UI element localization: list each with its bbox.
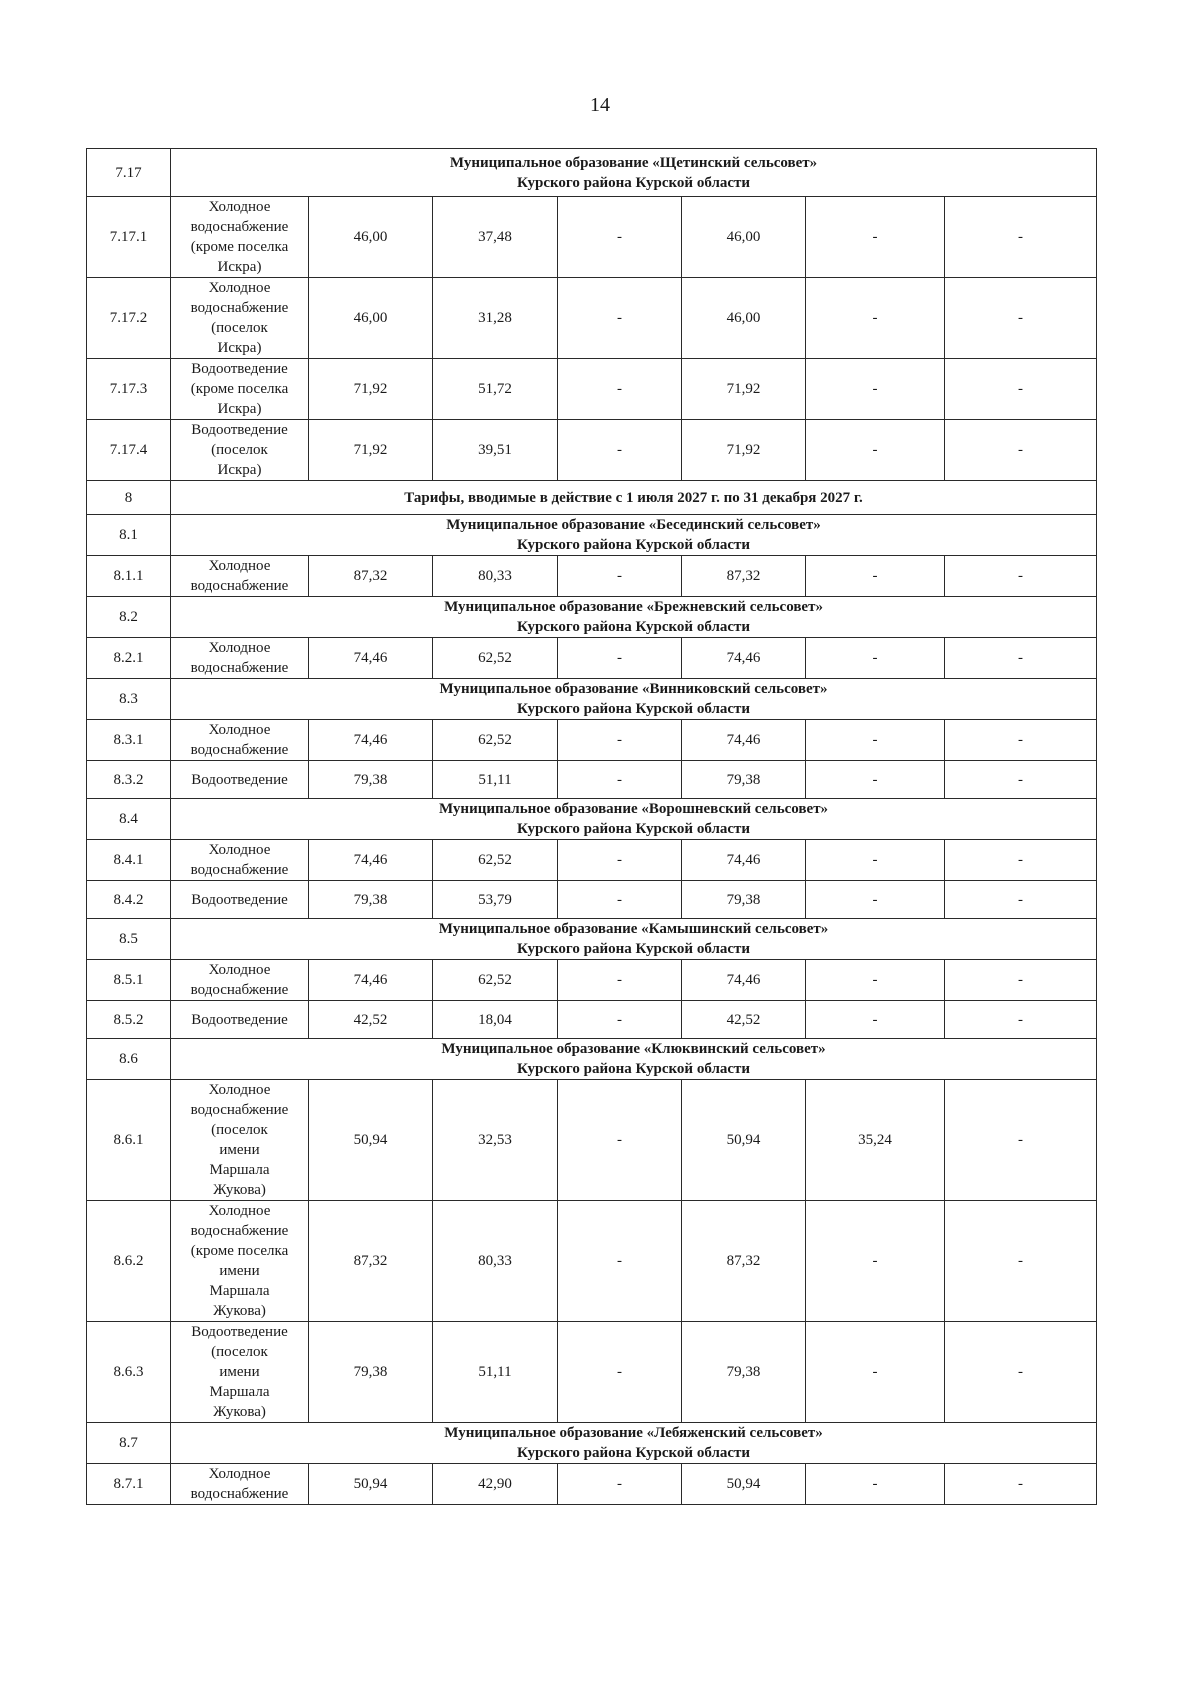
tariff-col-5: - (806, 420, 945, 481)
service-name (171, 278, 309, 359)
tariff-col-6: - (945, 1322, 1097, 1423)
service-name-line: имени (219, 1142, 260, 1158)
row-number: 8.5.1 (87, 960, 171, 1001)
tariff-col-2: 18,04 (433, 1001, 558, 1039)
tariff-col-3: - (558, 1464, 682, 1505)
tariff-col-6: - (945, 1080, 1097, 1201)
tariff-col-6: - (945, 720, 1097, 761)
service-name-line: Маршала (209, 1283, 270, 1299)
service-name (171, 960, 309, 1001)
tariff-col-2: 62,52 (433, 638, 558, 679)
tariff-col-5: - (806, 960, 945, 1001)
service-name-line: Водоотведение (191, 422, 288, 438)
section-title-line: Курского района Курской области (516, 821, 751, 837)
tariff-col-6: - (945, 359, 1097, 420)
table-row (87, 960, 1097, 1001)
service-name-line: Водоотведение (191, 361, 288, 377)
section-title-line: Муниципальное образование «Ворошневский сельсовет» (438, 801, 829, 817)
service-name-line: Водоотведение (191, 891, 288, 908)
tariff-col-5: - (806, 197, 945, 278)
section-title (171, 919, 1097, 960)
tariff-col-4: 71,92 (682, 420, 806, 481)
tariff-col-2: 62,52 (433, 720, 558, 761)
tariff-col-3: - (558, 881, 682, 919)
tariff-col-4: 50,94 (682, 1080, 806, 1201)
tariff-col-1: 74,46 (309, 960, 433, 1001)
service-name-line: Маршала (209, 1162, 270, 1178)
section-header-row (87, 679, 1097, 720)
tariff-col-2: 31,28 (433, 278, 558, 359)
service-name-line: Холодное (208, 558, 271, 574)
service-name-line: водоснабжение (190, 1102, 289, 1118)
section-header-row (87, 919, 1097, 960)
table-row (87, 1080, 1097, 1201)
service-name-line: Холодное (208, 1466, 271, 1482)
service-name-line: водоснабжение (190, 300, 289, 316)
tariff-col-2: 51,72 (433, 359, 558, 420)
tariff-col-3: - (558, 761, 682, 799)
tariff-col-3: - (558, 359, 682, 420)
row-number: 7.17.2 (87, 278, 171, 359)
tariff-col-5: - (806, 359, 945, 420)
service-name-line: Водоотведение (191, 1011, 288, 1028)
service-name-line: водоснабжение (190, 578, 289, 594)
tariff-col-5: - (806, 1201, 945, 1322)
service-name (171, 1322, 309, 1423)
service-name-line: Холодное (208, 640, 271, 656)
tariff-col-2: 51,11 (433, 761, 558, 799)
section-title-line: Муниципальное образование «Брежневский сельсовет» (444, 599, 823, 615)
row-number: 7.17 (87, 149, 171, 197)
tariff-col-2: 62,52 (433, 840, 558, 881)
tariff-col-4: 74,46 (682, 638, 806, 679)
tariff-col-6: - (945, 556, 1097, 597)
service-name-line: Искра) (217, 259, 262, 275)
section-title-line: Тарифы, вводимые в действие с 1 июля 2027 г. по 31 декабря 2027 г. (404, 489, 863, 506)
service-name-line: Холодное (208, 842, 271, 858)
section-title (171, 149, 1097, 197)
service-name-line: водоснабжение (190, 1223, 289, 1239)
tariff-col-5: 35,24 (806, 1080, 945, 1201)
row-number: 8.4 (87, 799, 171, 840)
tariff-col-1: 79,38 (309, 881, 433, 919)
row-number: 8.2.1 (87, 638, 171, 679)
service-name-line: Холодное (208, 962, 271, 978)
tariff-col-6: - (945, 1464, 1097, 1505)
tariff-table (86, 148, 1097, 1505)
service-name-line: Маршала (209, 1384, 270, 1400)
section-title-line: Курского района Курской области (516, 701, 751, 717)
tariff-col-6: - (945, 761, 1097, 799)
service-name (171, 881, 309, 919)
tariff-col-5: - (806, 881, 945, 919)
row-number: 8.6 (87, 1039, 171, 1080)
tariff-col-5: - (806, 638, 945, 679)
service-name (171, 1464, 309, 1505)
service-name-line: (поселок (211, 442, 268, 458)
section-title-line: Курского района Курской области (516, 537, 751, 553)
section-header-row (87, 149, 1097, 197)
section-title-line: Муниципальное образование «Бесединский сельсовет» (446, 517, 821, 533)
tariff-col-2: 62,52 (433, 960, 558, 1001)
tariff-col-5: - (806, 1322, 945, 1423)
section-title-line: Муниципальное образование «Винниковский сельсовет» (439, 681, 828, 697)
row-number: 8.4.1 (87, 840, 171, 881)
service-name-line: Холодное (208, 1203, 271, 1219)
tariff-col-1: 42,52 (309, 1001, 433, 1039)
tariff-col-2: 32,53 (433, 1080, 558, 1201)
service-name-line: Холодное (208, 199, 271, 215)
row-number: 7.17.1 (87, 197, 171, 278)
tariff-col-3: - (558, 420, 682, 481)
service-name-line: имени (219, 1263, 260, 1279)
section-title (171, 515, 1097, 556)
row-number: 8.5 (87, 919, 171, 960)
tariff-col-1: 74,46 (309, 720, 433, 761)
service-name-line: (кроме поселка (190, 381, 289, 397)
tariff-col-1: 50,94 (309, 1464, 433, 1505)
tariff-col-1: 87,32 (309, 556, 433, 597)
table-row (87, 1001, 1097, 1039)
row-number: 8.5.2 (87, 1001, 171, 1039)
table-row (87, 881, 1097, 919)
tariff-col-5: - (806, 1464, 945, 1505)
row-number: 8.6.3 (87, 1322, 171, 1423)
service-name-line: (поселок (211, 1122, 268, 1138)
service-name-line: водоснабжение (190, 982, 289, 998)
service-name (171, 420, 309, 481)
tariff-col-3: - (558, 278, 682, 359)
table-row (87, 638, 1097, 679)
tariff-col-1: 74,46 (309, 638, 433, 679)
row-number: 8.3.1 (87, 720, 171, 761)
tariff-col-3: - (558, 1080, 682, 1201)
tariff-col-3: - (558, 556, 682, 597)
tariff-col-5: - (806, 761, 945, 799)
service-name (171, 197, 309, 278)
service-name (171, 1001, 309, 1039)
tariff-col-2: 39,51 (433, 420, 558, 481)
tariff-col-1: 74,46 (309, 840, 433, 881)
tariff-col-6: - (945, 638, 1097, 679)
service-name-line: водоснабжение (190, 219, 289, 235)
tariff-col-3: - (558, 1001, 682, 1039)
tariff-col-2: 42,90 (433, 1464, 558, 1505)
service-name-line: Холодное (208, 1082, 271, 1098)
row-number: 8.1 (87, 515, 171, 556)
section-header-row (87, 1423, 1097, 1464)
service-name-line: Холодное (208, 280, 271, 296)
service-name (171, 359, 309, 420)
tariff-col-1: 79,38 (309, 1322, 433, 1423)
tariff-col-2: 80,33 (433, 556, 558, 597)
section-title (171, 481, 1097, 515)
service-name (171, 638, 309, 679)
tariff-col-1: 71,92 (309, 420, 433, 481)
tariff-col-5: - (806, 720, 945, 761)
row-number: 8.2 (87, 597, 171, 638)
section-title-line: Муниципальное образование «Лебяженский сельсовет» (444, 1425, 823, 1441)
tariff-col-6: - (945, 881, 1097, 919)
table-row (87, 1464, 1097, 1505)
service-name-line: Жукова) (213, 1182, 266, 1198)
section-title (171, 799, 1097, 840)
row-number: 8.6.1 (87, 1080, 171, 1201)
section-title (171, 597, 1097, 638)
tariff-col-4: 87,32 (682, 1201, 806, 1322)
service-name-line: Искра) (217, 340, 262, 356)
service-name-line: Водоотведение (191, 1324, 288, 1340)
tariff-col-1: 79,38 (309, 761, 433, 799)
table-row (87, 1322, 1097, 1423)
section-title (171, 679, 1097, 720)
tariff-col-4: 50,94 (682, 1464, 806, 1505)
tariff-col-4: 87,32 (682, 556, 806, 597)
service-name-line: (кроме поселка (190, 239, 289, 255)
section-title-line: Курского района Курской области (516, 941, 751, 957)
tariff-col-3: - (558, 840, 682, 881)
page-number: 14 (590, 94, 610, 116)
section-header-row (87, 799, 1097, 840)
tariff-col-1: 46,00 (309, 197, 433, 278)
tariff-col-5: - (806, 840, 945, 881)
tariff-col-4: 79,38 (682, 881, 806, 919)
tariff-col-4: 46,00 (682, 197, 806, 278)
service-name-line: (поселок (211, 1344, 268, 1360)
row-number: 8.4.2 (87, 881, 171, 919)
service-name (171, 761, 309, 799)
row-number: 8.6.2 (87, 1201, 171, 1322)
tariff-col-4: 46,00 (682, 278, 806, 359)
service-name-line: Искра) (217, 462, 262, 478)
row-number: 8.3 (87, 679, 171, 720)
section-title (171, 1039, 1097, 1080)
service-name-line: Искра) (217, 401, 262, 417)
service-name (171, 1201, 309, 1322)
row-number: 8.3.2 (87, 761, 171, 799)
table-row (87, 197, 1097, 278)
service-name-line: Жукова) (213, 1303, 266, 1319)
row-number: 8.7.1 (87, 1464, 171, 1505)
tariff-col-1: 50,94 (309, 1080, 433, 1201)
service-name-line: водоснабжение (190, 1486, 289, 1502)
service-name-line: (кроме поселка (190, 1243, 289, 1259)
tariff-col-4: 79,38 (682, 761, 806, 799)
tariff-col-3: - (558, 197, 682, 278)
tariff-col-6: - (945, 840, 1097, 881)
section-title-line: Курского района Курской области (516, 1445, 751, 1461)
service-name-line: Жукова) (213, 1404, 266, 1420)
section-title-line: Курского района Курской области (516, 619, 751, 635)
service-name (171, 720, 309, 761)
section-header-row (87, 515, 1097, 556)
tariff-col-4: 74,46 (682, 960, 806, 1001)
tariff-col-4: 79,38 (682, 1322, 806, 1423)
tariff-col-5: - (806, 278, 945, 359)
row-number: 8.1.1 (87, 556, 171, 597)
service-name-line: (поселок (211, 320, 268, 336)
tariff-col-3: - (558, 638, 682, 679)
row-number: 8 (87, 481, 171, 515)
tariff-col-3: - (558, 720, 682, 761)
service-name (171, 840, 309, 881)
tariff-col-6: - (945, 278, 1097, 359)
table-row (87, 761, 1097, 799)
service-name-line: Водоотведение (191, 771, 288, 788)
section-title-line: Муниципальное образование «Клюквинский сельсовет» (441, 1041, 826, 1057)
tariff-col-3: - (558, 960, 682, 1001)
row-number: 8.7 (87, 1423, 171, 1464)
tariff-col-2: 80,33 (433, 1201, 558, 1322)
table-row (87, 420, 1097, 481)
service-name (171, 556, 309, 597)
tariff-col-4: 74,46 (682, 840, 806, 881)
tariff-col-2: 53,79 (433, 881, 558, 919)
section-header-row (87, 1039, 1097, 1080)
tariff-col-4: 71,92 (682, 359, 806, 420)
row-number: 7.17.4 (87, 420, 171, 481)
tariff-col-6: - (945, 1201, 1097, 1322)
tariff-col-1: 46,00 (309, 278, 433, 359)
tariff-col-4: 42,52 (682, 1001, 806, 1039)
table-row (87, 278, 1097, 359)
section-header-row (87, 481, 1097, 515)
tariff-col-1: 87,32 (309, 1201, 433, 1322)
service-name-line: имени (219, 1364, 260, 1380)
row-number: 7.17.3 (87, 359, 171, 420)
tariff-col-6: - (945, 420, 1097, 481)
tariff-col-1: 71,92 (309, 359, 433, 420)
tariff-table-body (87, 149, 1097, 1505)
tariff-col-2: 37,48 (433, 197, 558, 278)
table-row (87, 556, 1097, 597)
section-title-line: Курского района Курской области (516, 1061, 751, 1077)
table-row (87, 1201, 1097, 1322)
tariff-col-3: - (558, 1322, 682, 1423)
table-row (87, 359, 1097, 420)
tariff-col-6: - (945, 960, 1097, 1001)
service-name-line: Холодное (208, 722, 271, 738)
section-title-line: Муниципальное образование «Камышинский сельсовет» (438, 921, 829, 937)
tariff-col-4: 74,46 (682, 720, 806, 761)
table-row (87, 720, 1097, 761)
service-name-line: водоснабжение (190, 660, 289, 676)
service-name-line: водоснабжение (190, 862, 289, 878)
tariff-col-6: - (945, 1001, 1097, 1039)
section-title-line: Муниципальное образование «Щетинский сельсовет» (449, 154, 818, 171)
service-name-line: водоснабжение (190, 742, 289, 758)
section-title (171, 1423, 1097, 1464)
tariff-col-6: - (945, 197, 1097, 278)
table-row (87, 840, 1097, 881)
tariff-col-5: - (806, 1001, 945, 1039)
section-header-row (87, 597, 1097, 638)
tariff-col-3: - (558, 1201, 682, 1322)
tariff-col-2: 51,11 (433, 1322, 558, 1423)
section-title-line: Курского района Курской области (516, 174, 751, 191)
tariff-col-5: - (806, 556, 945, 597)
service-name (171, 1080, 309, 1201)
